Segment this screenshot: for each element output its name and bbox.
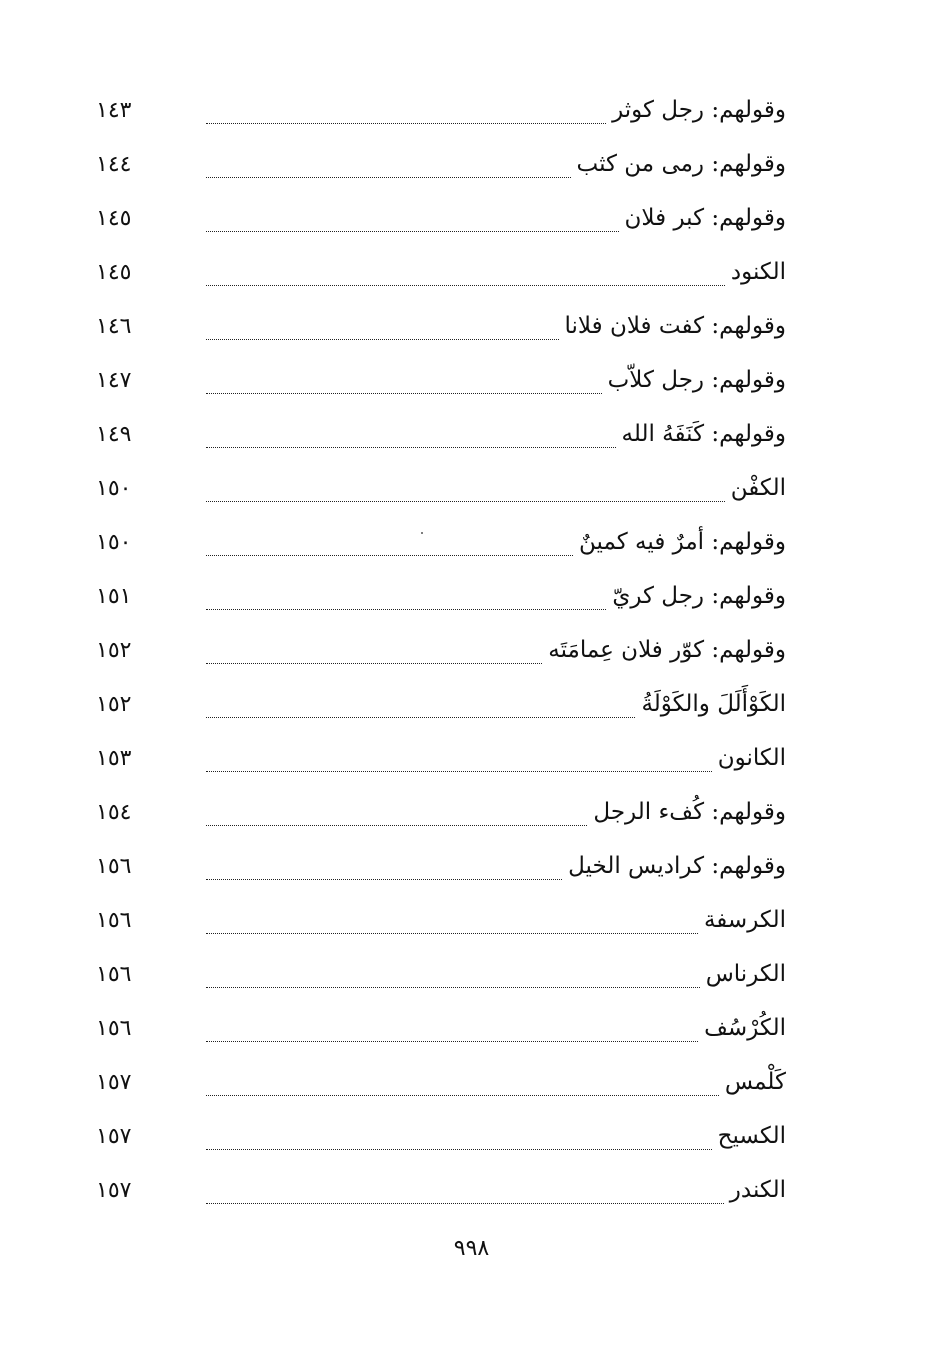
- toc-page-number: ١٤٣: [96, 98, 132, 123]
- toc-entry-title: وقولهم: كوّر فلان عِمامَتَه: [548, 637, 786, 663]
- toc-page-number: ١٤٥: [96, 206, 132, 231]
- toc-entry-title: وقولهم: رجل كريّ: [612, 583, 786, 609]
- toc-row: [96, 306, 786, 360]
- toc-row: [96, 954, 786, 1008]
- toc-entry-title: وقولهم: كراديس الخيل: [568, 853, 786, 879]
- toc-row: [96, 360, 786, 414]
- toc-entry-title: الكُرْسُف: [704, 1015, 786, 1041]
- toc-row: [96, 576, 786, 630]
- toc-page-number: ١٥٦: [96, 1016, 132, 1041]
- dot-leader: [206, 231, 619, 232]
- toc-entry-title: وقولهم: كفت فلان فلانا: [564, 313, 786, 339]
- toc-page-number: ١٥٣: [96, 746, 132, 771]
- toc-entry-title: الكرناس: [705, 961, 786, 987]
- toc-page-number: ١٥١: [96, 584, 132, 609]
- toc-page-number: ١٥٤: [96, 800, 132, 825]
- page-number: ٩٩٨: [453, 1236, 490, 1261]
- toc-row: [96, 684, 786, 738]
- dot-leader: [206, 1203, 724, 1204]
- toc-page-number: ١٥٧: [96, 1070, 132, 1095]
- toc-page-number: ١٥٧: [96, 1178, 132, 1203]
- toc-row: [96, 252, 786, 306]
- dot-leader: [206, 771, 712, 772]
- toc-page-number: ١٤٩: [96, 422, 132, 447]
- toc-row: [96, 1116, 786, 1170]
- dot-leader: [206, 501, 725, 502]
- dot-leader: [206, 609, 606, 610]
- dot-leader: [206, 987, 700, 988]
- toc-entry-title: وقولهم: كُفء الرجل: [593, 799, 786, 825]
- dot-leader: [206, 285, 725, 286]
- toc-entry-title: الكَوْأَلَلَ والكَوْلَةُ: [641, 691, 786, 717]
- dot-leader: [206, 1041, 698, 1042]
- toc-entry-title: الكفْن: [730, 475, 786, 501]
- ink-speck: [421, 532, 423, 534]
- toc-row: [96, 900, 786, 954]
- toc-row: [96, 846, 786, 900]
- dot-leader: [206, 123, 606, 124]
- dot-leader: [206, 339, 559, 340]
- toc-page-number: ١٤٥: [96, 260, 132, 285]
- toc-entry-title: الكانون: [717, 745, 786, 771]
- toc-page-number: ١٥٢: [96, 638, 132, 663]
- dot-leader: [206, 1149, 712, 1150]
- dot-leader: [206, 177, 571, 178]
- dot-leader: [206, 1095, 719, 1096]
- toc-row: [96, 522, 786, 576]
- toc-page-number: ١٥٠: [96, 476, 132, 501]
- toc-page-number: ١٥٦: [96, 908, 132, 933]
- dot-leader: [206, 555, 573, 556]
- dot-leader: [206, 717, 635, 718]
- toc-entry-title: وقولهم: كَنَفَهُ الله: [621, 421, 786, 447]
- toc-entry-title: وقولهم: كبر فلان: [624, 205, 786, 231]
- table-of-contents: [96, 90, 786, 1224]
- toc-page-number: ١٥٧: [96, 1124, 132, 1149]
- toc-page-number: ١٥٦: [96, 854, 132, 879]
- dot-leader: [206, 933, 698, 934]
- toc-page-number: ١٥٢: [96, 692, 132, 717]
- toc-row: [96, 1008, 786, 1062]
- dot-leader: [206, 447, 616, 448]
- toc-page-number: ١٥٦: [96, 962, 132, 987]
- toc-page-number: ١٤٦: [96, 314, 132, 339]
- toc-row: [96, 792, 786, 846]
- toc-entry-title: وقولهم: رمى من كثب: [576, 151, 786, 177]
- toc-row: [96, 414, 786, 468]
- toc-row: [96, 468, 786, 522]
- toc-entry-title: الكندر: [729, 1177, 786, 1203]
- toc-entry-title: الكسيح: [717, 1123, 786, 1149]
- toc-row: [96, 738, 786, 792]
- toc-entry-title: وقولهم: رجل كوثر: [612, 97, 786, 123]
- toc-row: [96, 1062, 786, 1116]
- dot-leader: [206, 393, 602, 394]
- toc-row: [96, 630, 786, 684]
- dot-leader: [206, 879, 562, 880]
- toc-page-number: ١٥٠: [96, 530, 132, 555]
- toc-page-number: ١٤٤: [96, 152, 132, 177]
- toc-row: [96, 198, 786, 252]
- dot-leader: [206, 825, 587, 826]
- toc-row: [96, 144, 786, 198]
- toc-entry-title: وقولهم: رجل كلاّب: [607, 367, 786, 393]
- toc-page-number: ١٤٧: [96, 368, 132, 393]
- toc-row: [96, 1170, 786, 1224]
- toc-entry-title: الكرسفة: [703, 907, 786, 933]
- toc-row: [96, 90, 786, 144]
- toc-entry-title: كَلْمس: [724, 1069, 786, 1095]
- dot-leader: [206, 663, 542, 664]
- toc-entry-title: الكنود: [730, 259, 786, 285]
- toc-entry-title: وقولهم: أمرٌ فيه كمينٌ: [579, 529, 786, 555]
